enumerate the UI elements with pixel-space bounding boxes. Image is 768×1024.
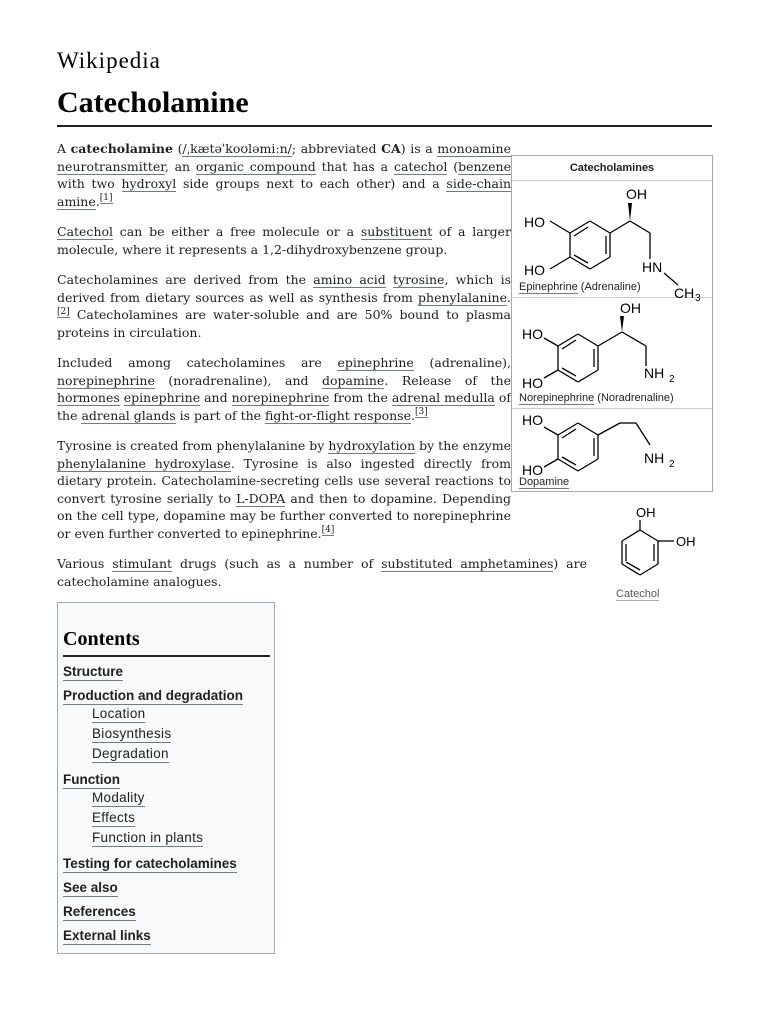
toc-item-references[interactable]: References (63, 904, 136, 919)
text: . (410, 407, 415, 423)
text: can be either a free molecule or a (113, 224, 361, 239)
infobox-epinephrine-cell (512, 181, 712, 304)
link-dopamine[interactable]: dopamine (322, 372, 385, 388)
text: ) are catecholamine analogues. (57, 556, 587, 589)
title-divider (57, 125, 712, 127)
link-hydroxyl[interactable]: hydroxyl (121, 176, 177, 191)
link-fight-or-flight[interactable]: fight-or-flight response (265, 407, 411, 423)
text (386, 272, 393, 287)
atom-label: HO (522, 326, 543, 342)
toc-item-modality[interactable]: Modality (92, 790, 145, 805)
text: and (200, 390, 232, 405)
text: , which is derived from dietary sources as well as synthesis from (57, 272, 512, 305)
atom-label: OH (676, 534, 696, 549)
atom-label: HO (522, 462, 543, 478)
text: A (57, 141, 71, 156)
link-epinephrine[interactable]: epinephrine (337, 355, 414, 370)
text: Catecholamines are water-soluble and are 50% bound to plasma proteins in circulation. (57, 307, 511, 340)
citation-link[interactable]: [2] (57, 306, 70, 317)
link-catechol[interactable]: Catechol (57, 224, 114, 239)
page-title: Catecholamine (57, 86, 249, 119)
atom-label: CH (674, 285, 695, 301)
citation-link[interactable]: [4] (321, 525, 335, 536)
link-organic-compound[interactable]: organic compound (195, 158, 316, 174)
pronunciation-link[interactable]: /ˌkætəˈkoʊləmiːn/ (182, 141, 292, 156)
epinephrine-structure-image[interactable] (512, 181, 712, 304)
catechol-figure-caption[interactable]: Catechol (616, 588, 660, 600)
text: ; abbreviated (291, 141, 382, 156)
infobox-dopamine-cell (512, 409, 712, 492)
link-substituted-amphetamines[interactable]: substituted amphetamines (381, 556, 554, 571)
toc-item-testing-for-catecholamines[interactable]: Testing for catecholamines (63, 856, 237, 871)
link-phenylalanine-hydroxylase[interactable]: phenylalanine hydroxylase (57, 455, 231, 471)
atom-label: NH (644, 365, 665, 381)
atom-label: HO (522, 375, 543, 391)
toc-item-function-in-plants[interactable]: Function in plants (92, 830, 204, 845)
text: ) is a (400, 141, 438, 156)
wikipedia-wordmark[interactable]: Wikipedia (57, 48, 161, 73)
paragraph-stimulants (57, 555, 587, 590)
infobox-catecholamines (511, 155, 713, 492)
atom-label: NH (644, 450, 665, 466)
toc-item-structure[interactable]: Structure (63, 664, 124, 679)
text: that has a (315, 158, 394, 174)
atom-label: 3 (695, 293, 701, 304)
text: (Adrenaline) (577, 281, 641, 293)
toc-title: Contents (63, 628, 140, 650)
link-hydroxylation[interactable]: hydroxylation (328, 438, 416, 453)
text: with two (57, 176, 122, 191)
text: Tyrosine is created from phenylalanine by (57, 438, 329, 453)
citation-link[interactable]: [3] (414, 407, 428, 418)
paragraph-catechol (57, 223, 511, 258)
text: is part of the (175, 407, 266, 423)
text: . Tyrosine is also ingested directly from dietary protein. Catecholamine-secreting cells use several reactions to convert tyrosine serially to (57, 455, 511, 506)
atom-label: HO (524, 262, 545, 278)
link-norepinephrine[interactable]: norepinephrine (231, 390, 330, 405)
text: by the enzyme (415, 438, 511, 453)
text: drugs (such as a number of (172, 556, 382, 571)
atom-label: HO (522, 412, 543, 428)
link-catechol[interactable]: catechol (393, 158, 448, 174)
infobox-label-epinephrine (519, 281, 641, 293)
atom-label: 2 (669, 459, 675, 470)
link-adrenal-medulla[interactable]: adrenal medulla (391, 390, 495, 405)
text: of a larger molecule, where it represents a 1,2-dihydroxybenzene group. (57, 224, 512, 257)
link-phenylalanine[interactable]: phenylalanine (418, 289, 508, 305)
text: Various (57, 556, 113, 571)
toc-item-production-and-degradation[interactable]: Production and degradation (63, 688, 244, 703)
link-adrenal-glands[interactable]: adrenal glands (81, 407, 176, 423)
toc-divider (63, 655, 270, 657)
link-amino-acid[interactable]: amino acid (313, 272, 386, 287)
text: Catecholamines are derived from the (57, 272, 314, 287)
atom-label: HO (524, 214, 545, 230)
paragraph-derivation (57, 271, 511, 341)
text: . (95, 193, 100, 209)
text: (adrenaline), (413, 355, 511, 370)
text: , an (164, 158, 196, 174)
text: side groups next to each other) and a (176, 176, 447, 191)
link-stimulant[interactable]: stimulant (112, 556, 173, 571)
infobox-label-dopamine (519, 476, 569, 488)
toc-item-degradation[interactable]: Degradation (92, 746, 169, 761)
paragraph-tyrosine (57, 437, 511, 542)
link-side-chain[interactable]: side-chain (446, 176, 511, 191)
infobox-label-norepinephrine (519, 392, 674, 404)
text: ( (172, 141, 183, 156)
toc-item-biosynthesis[interactable]: Biosynthesis (92, 726, 172, 741)
link-epinephrine[interactable]: Epinephrine (519, 281, 578, 293)
toc-item-function[interactable]: Function (63, 772, 120, 787)
link-monoamine-neurotransmitter[interactable]: monoamine neurotransmitter (57, 141, 511, 174)
link-norepinephrine[interactable]: norepinephrine (57, 372, 155, 388)
infobox-norepinephrine-cell (512, 298, 712, 409)
toc-item-effects[interactable]: Effects (92, 810, 136, 825)
link-norepinephrine[interactable]: Norepinephrine (519, 392, 595, 404)
infobox-caption: Catecholamines (512, 156, 712, 181)
link-amine[interactable]: amine (57, 193, 96, 209)
text: from the (329, 390, 392, 405)
toc-item-location[interactable]: Location (92, 706, 146, 721)
text: (noradrenaline), and (154, 372, 323, 388)
citation-link[interactable]: [1] (99, 193, 113, 204)
text: . (507, 289, 511, 305)
link-dopamine[interactable]: Dopamine (519, 476, 570, 488)
atom-label: OH (620, 300, 641, 316)
atom-label: HN (642, 259, 663, 275)
link-substituent[interactable]: substituent (360, 224, 433, 239)
article-body (57, 140, 587, 603)
atom-label: OH (626, 186, 647, 202)
link-tyrosine[interactable]: tyrosine (392, 272, 445, 287)
link-hormones[interactable]: hormones (57, 390, 120, 405)
toc-item-see-also[interactable]: See also (63, 880, 118, 895)
text: Included among catecholamines are (57, 355, 338, 370)
paragraph-lead (57, 140, 511, 210)
text: ( (447, 158, 459, 174)
atom-label: 2 (669, 374, 675, 385)
text: (Noradrenaline) (594, 392, 674, 404)
link-l-dopa[interactable]: L-DOPA (236, 490, 286, 506)
link-benzene[interactable]: benzene (458, 158, 511, 174)
atom-label: OH (636, 505, 656, 520)
link-epinephrine[interactable]: epinephrine (123, 390, 201, 405)
bold-term: catecholamine (70, 141, 173, 156)
text: . Release of the (384, 372, 511, 388)
paragraph-included (57, 354, 511, 424)
text: and then to dopamine. Depending on the cell type, dopamine may be further converted to norepinephrine or even further converted to epinephrine. (57, 490, 511, 541)
text: of the (57, 390, 512, 423)
table-of-contents (57, 602, 275, 954)
toc-item-external-links[interactable]: External links (63, 928, 151, 943)
bold-term: CA (381, 141, 401, 156)
